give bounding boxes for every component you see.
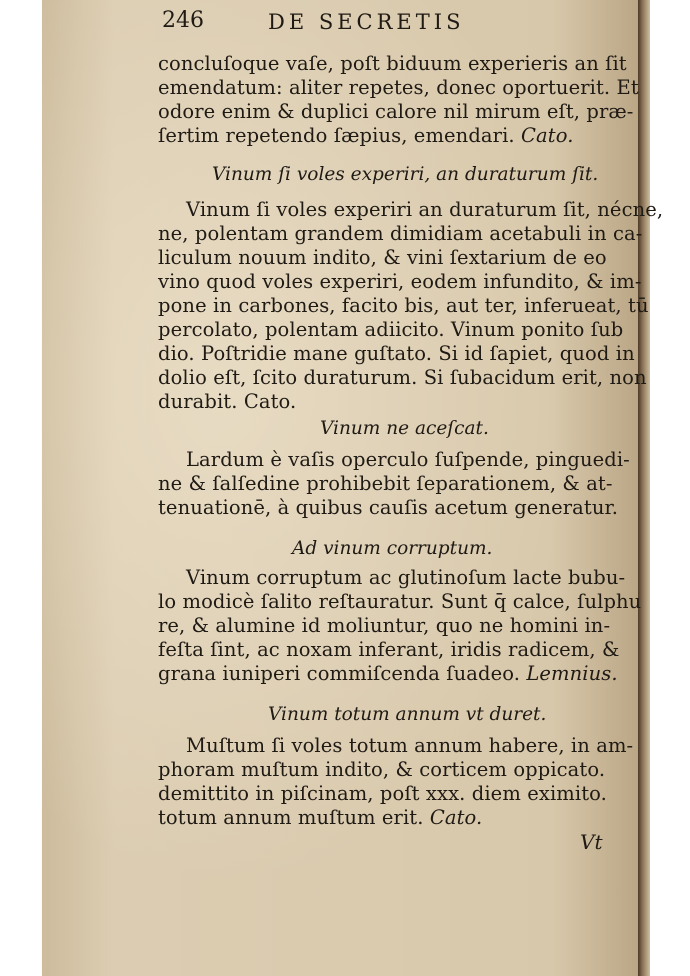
text-line: tenuationē, à quibus cauſis acetum generatur. [158, 496, 619, 519]
text-line: re, & alumine id moliuntur, quo ne homini in- [158, 614, 611, 637]
catchword: Vt [580, 830, 603, 854]
text-line: dio. Poſtridie mane guſtato. Si id ſapiet, quod in [158, 342, 635, 365]
page-number: 246 [162, 8, 204, 33]
section-heading: Vinum ne aceſcat. [320, 418, 489, 439]
text-line: liculum nouum indito, & vini ſextarium de eo [158, 246, 607, 269]
running-title: DE SECRETIS [268, 10, 465, 34]
text-line: pone in carbones, facito bis, aut ter, inferueat, tū [158, 294, 649, 317]
author-citation: Cato. [521, 124, 574, 147]
text-line: odore enim & duplici calore nil mirum eſt, præ- [158, 100, 634, 123]
text-line: Vinum ſi voles experiri an duraturum ſit, nécne, [186, 198, 664, 221]
text-line: dolio eſt, ſcito duraturum. Si ſubacidum erit, non [158, 366, 647, 389]
text-line-body: grana iuniperi commiſcenda ſuadeo. [158, 662, 521, 685]
text-line: emendatum: aliter repetes, donec oportuerit. Et [158, 76, 639, 99]
text-line [158, 124, 574, 147]
text-line: ne, polentam grandem dimidiam acetabuli in ca- [158, 222, 643, 245]
section-heading: Vinum ſi voles experiri, an duraturum ſit. [212, 164, 599, 185]
text-line: durabit. Cato. [158, 390, 297, 413]
text-line [158, 662, 618, 685]
text-line: ne & ſalſedine prohibebit ſeparationem, & at- [158, 472, 613, 495]
text-line: demittito in piſcinam, poſt xxx. diem eximito. [158, 782, 607, 805]
text-line: vino quod voles experiri, eodem infundito, & im- [158, 270, 642, 293]
text-line-body: ſertim repetendo ſæpius, emendari. [158, 124, 515, 147]
text-line: Muſtum ſi voles totum annum habere, in am- [186, 734, 634, 757]
book-gutter [638, 0, 650, 976]
section-heading: Vinum totum annum vt duret. [268, 704, 547, 725]
text-line: concluſoque vaſe, poſt biduum experieris an ſit [158, 52, 627, 75]
text-line: phoram muſtum indito, & corticem oppicato. [158, 758, 606, 781]
text-line-body: totum annum muſtum erit. [158, 806, 424, 829]
text-line: Vinum corruptum ac glutinoſum lacte bubu- [186, 566, 626, 589]
text-line: Lardum è vaſis operculo ſuſpende, pinguedi- [186, 448, 630, 471]
author-citation: Lemnius. [526, 662, 618, 685]
section-heading: Ad vinum corruptum. [292, 538, 493, 559]
text-line: percolato, polentam adiicito. Vinum ponito ſub [158, 318, 624, 341]
text-line: lo modicè ſalito reſtauratur. Sunt q̄ calce, ſulphu [158, 590, 642, 613]
text-line [158, 806, 482, 829]
author-citation: Cato. [429, 806, 483, 829]
text-line: feſta ſint, ac noxam inferant, iridis radicem, & [158, 638, 620, 661]
